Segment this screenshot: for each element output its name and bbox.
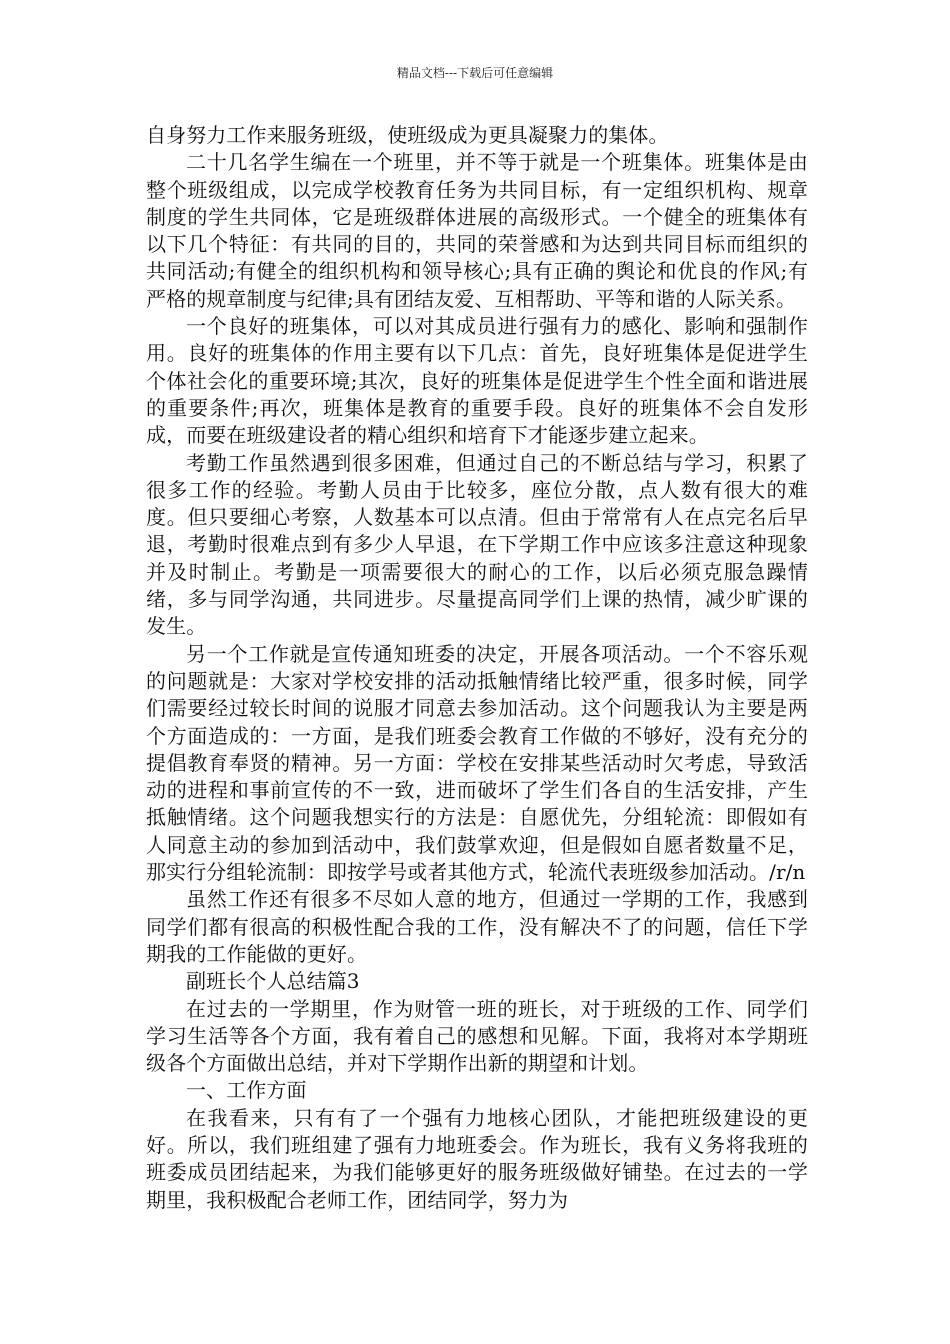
document-body [146,122,808,1214]
page-header: 精品文档---下载后可任意编辑 [396,66,554,80]
paragraph-7: 在过去的一学期里，作为财管一班的班长，对于班级的工作、同学们学习生活等各个方面，我有着自己的感想和见解。下面，我将对本学期班级各个方面做出总结，并对下学期作出新的期望和计划。 [146,996,808,1076]
paragraph-6: 虽然工作还有很多不尽如人意的地方，但通过一学期的工作，我感到同学们都有很高的积极性配合我的工作，没有解决不了的问题，信任下学期我的工作能做的更好。 [146,887,808,966]
section-heading: 副班长个人总结篇3 [186,969,360,994]
paragraph-3: 一个良好的班集体，可以对其成员进行强有力的感化、影响和强制作用。良好的班集体的作用主要有以下几点：首先，良好班集体是促进学生个体社会化的重要环境;其次，良好的班集体是促进学生个性全面和谐进展的重要条件;再次，班集体是教育的重要手段。良好的班集体不会自发形成，而要在班级建设者的精心组织和培育下才能逐步建立起来。 [146,314,808,448]
paragraph-4: 考勤工作虽然遇到很多困难，但通过自己的不断总结与学习，积累了很多工作的经验。考勤人员由于比较多，座位分散，点人数有很大的难度。但只要细心考察，人数基本可以点清。但由于常常有人在点完名后早退，考勤时很难点到有多少人早退，在下学期工作中应该多注意这种现象并及时制止。考勤是一项需要很大的耐心的工作，以后必须克服急躁情绪，多与同学沟通，共同进步。尽量提高同学们上课的热情，减少旷课的发生。 [146,450,808,639]
paragraph-8: 在我看来，只有有了一个强有力地核心团队，才能把班级建设的更好。所以，我们班组建了强有力地班委会。作为班长，我有义务将我班的班委成员团结起来，为我们能够更好的服务班级做好铺垫。在过去的一学期里，我积极配合老师工作，团结同学，努力为 [146,1105,808,1212]
subsection-heading: 一、工作方面 [186,1078,307,1103]
paragraph-5: 另一个工作就是宣传通知班委的决定，开展各项活动。一个不容乐观的问题就是：大家对学校安排的活动抵触情绪比较严重，很多时候，同学们需要经过较长时间的说服才同意去参加活动。这个问题我认为主要是两个方面造成的：一方面，是我们班委会教育工作做的不够好，没有充分的提倡教育奉贤的精神。另一方面：学校在安排某些活动时欠考虑，导致活动的进程和事前宣传的不一致，进而破坏了学生们各自的生活安排，产生抵触情绪。这个问题我想实行的方法是：自愿优先，分组轮流：即假如有人同意主动的参加到活动中，我们鼓掌欢迎，但是假如自愿者数量不足，那实行分组轮流制：即按学号或者其他方式，轮流代表班级参加活动。/r/n [146,641,808,885]
paragraph-1: 自身努力工作来服务班级，使班级成为更具凝聚力的集体。 [146,123,669,147]
paragraph-2: 二十几名学生编在一个班里，并不等于就是一个班集体。班集体是由整个班级组成，以完成学校教育任务为共同目标，有一定组织机构、规章制度的学生共同体，它是班级群体进展的高级形式。一个健全的班集体有以下几个特征：有共同的目的，共同的荣誉感和为达到共同目标而组织的共同活动;有健全的组织机构和领导核心;具有正确的舆论和优良的作风;有严格的规章制度与纪律;具有团结友爱、互相帮助、平等和谐的人际关系。 [146,150,808,311]
